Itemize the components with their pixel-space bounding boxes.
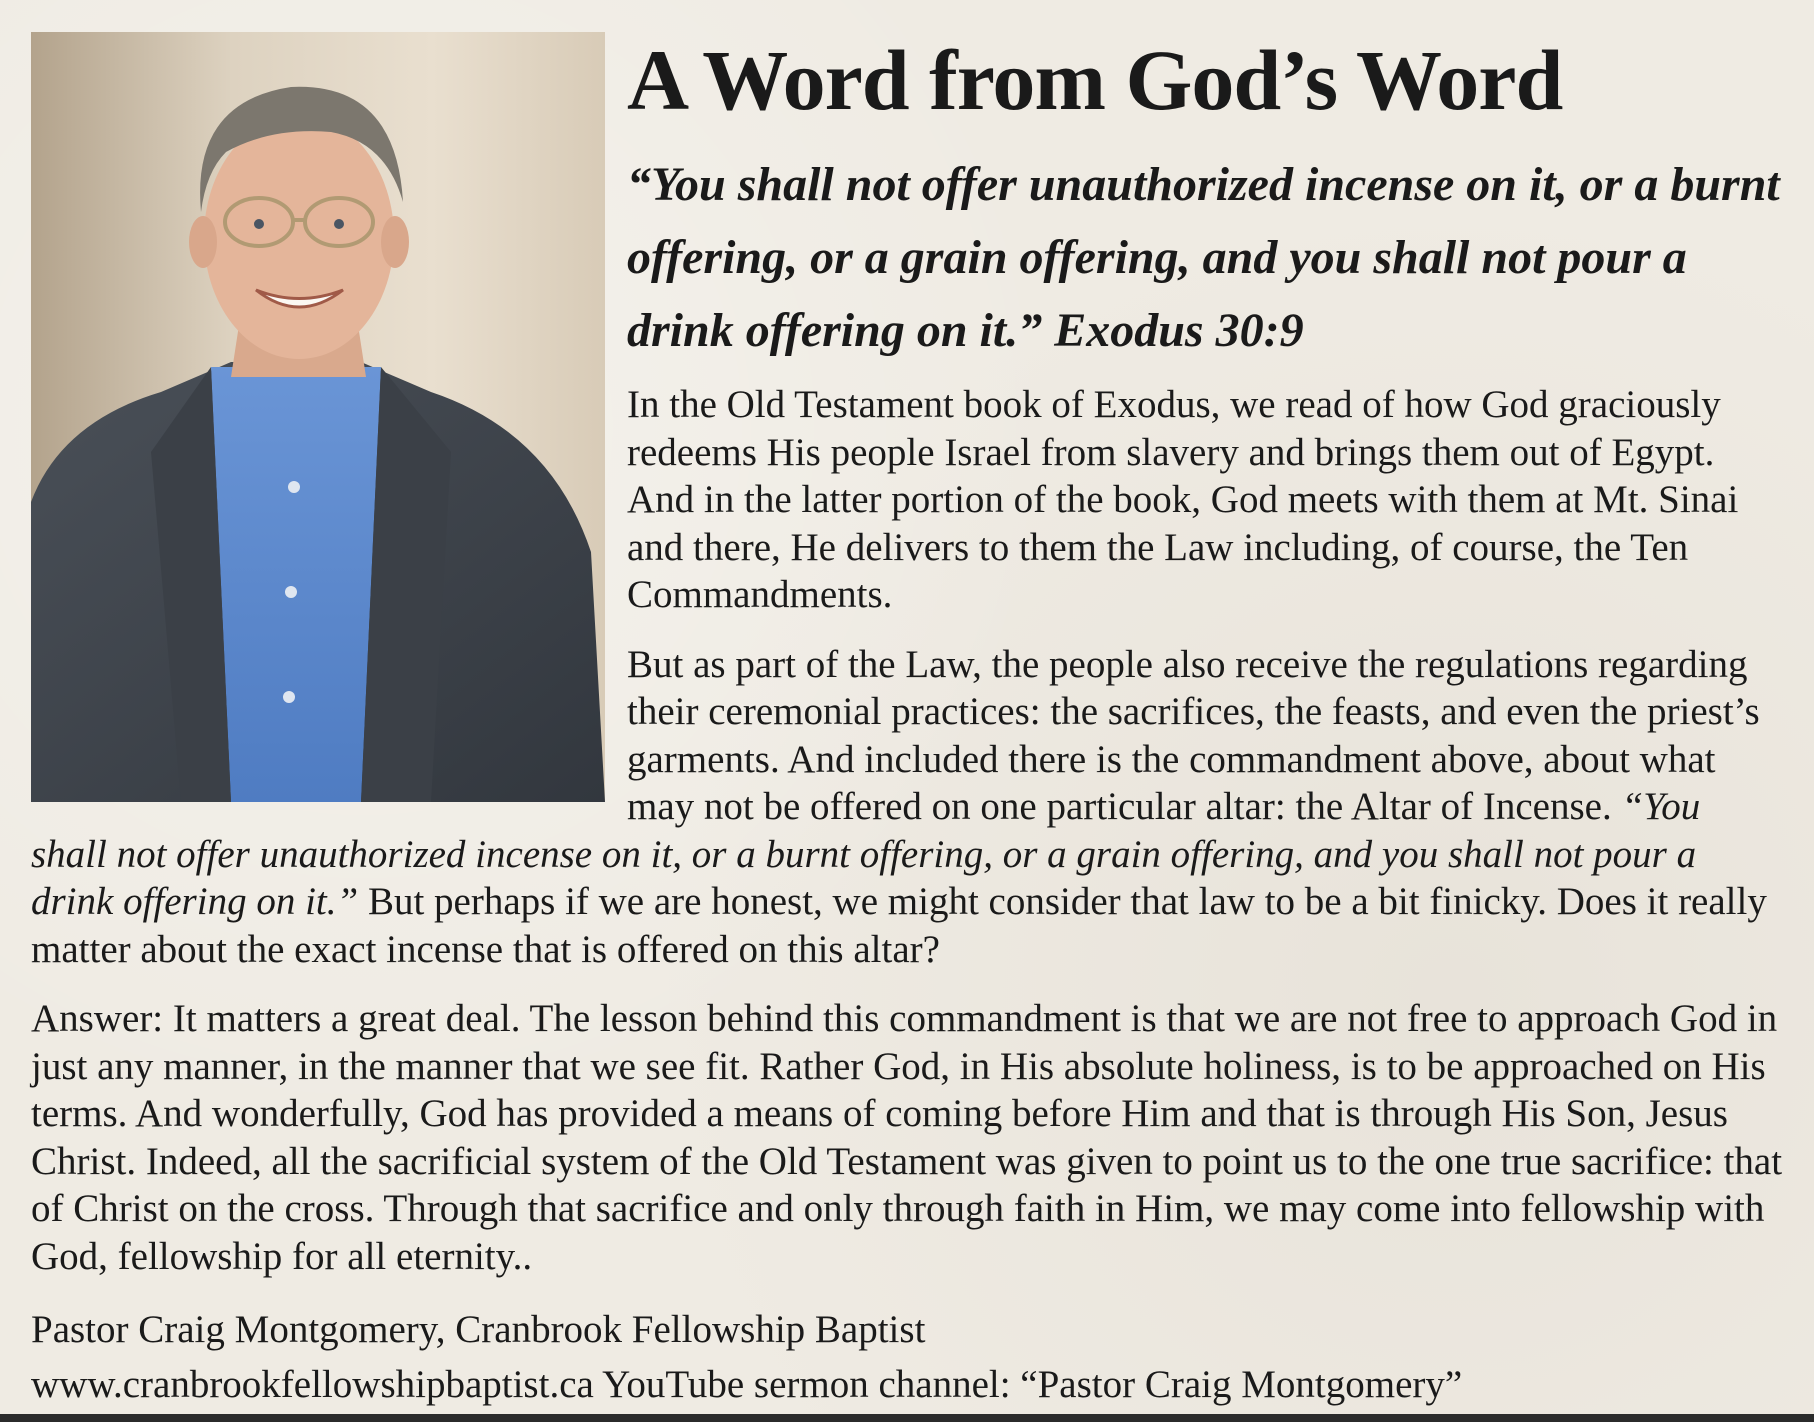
paragraph-2-quote: “You shall not offer unauthorized incense on it, or a burnt offering, or a grain offering, and you shall not pour a drink offering on it.” [31,785,1701,923]
paragraph-2-rest: But perhaps if we are honest, we might consider that law to be a bit finicky. Does it really matter about the exact incense that is offered on this altar? [31,880,1767,971]
article-title: A Word from God’s Word [627,32,1563,128]
signature-links: www.cranbrookfellowshipbaptist.ca YouTube sermon channel: “Pastor Craig Montgomery” [31,1363,1463,1406]
author-portrait-illustration [31,32,605,802]
scripture-verse: “You shall not offer unauthorized incense on it, or a burnt offering, or a grain offering, and you shall not pour a drink offering on it.” Exodus 30:9 [627,158,1780,357]
signature-name: Pastor Craig Montgomery, Cranbrook Fellowship Baptist [31,1308,926,1351]
signature [31,1302,1783,1412]
paragraph-1: In the Old Testament book of Exodus, we read of how God graciously redeems His people Israel from slavery and brings them out of Egypt. And in the latter portion of the book, God meets with them at Mt. Sinai and there, He delivers to them the Law including, of course, the Ten Commandments. [627,383,1739,616]
paragraph-3: Answer: It matters a great deal. The lesson behind this commandment is that we are not free to approach God in just any manner, in the manner that we see fit. Rather God, in His absolute holiness, is to be approached on His terms. And wonderfully, God has provided a means of coming before Him and that is through His Son, Jesus Christ. Indeed, all the sacrificial system of the Old Testament was given to point us to the one true sacrifice: that of Christ on the cross. Through that sacrifice and only through faith in Him, we may come into fellowship with God, fellowship for all eternity.. [31,997,1783,1278]
paragraph-2-intro: But as part of the Law, the people also receive the regulations regarding their ceremonial practices: the sacrifices, the feasts, and even the priest’s garments. And included there is the commandment above, about what may not be offered on one particular altar: the Altar of Incense. [627,642,1760,828]
author-photo [31,32,605,802]
bottom-rule [0,1414,1814,1422]
article [31,30,1783,1412]
